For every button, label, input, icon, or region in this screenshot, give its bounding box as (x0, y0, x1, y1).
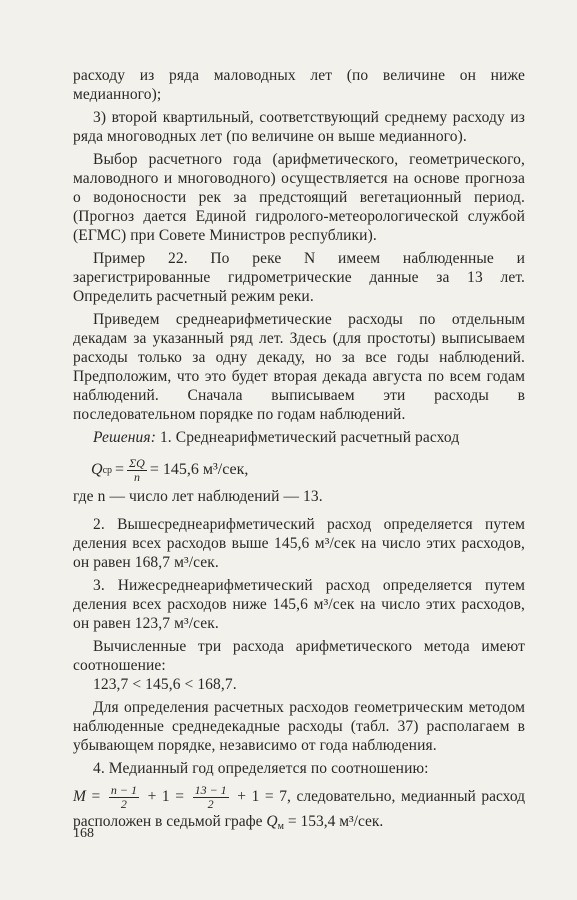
paragraph-solution (73, 428, 525, 447)
formula2-f2-numerator: 13 − 1 (194, 783, 227, 797)
formula2-fraction-1 (109, 784, 139, 811)
formula1-rhs: = 145,6 м³/сек, (149, 461, 249, 478)
solution-text: 1. Среднеарифметический расчетный расход (155, 429, 460, 446)
formula2-f1-numerator: n − 1 (110, 783, 137, 797)
paragraph-where-n: где n — число лет наблюдений — 13. (73, 488, 323, 505)
paragraph-ratio-intro: Вычисленные три расхода арифметического метода имеют соотношение: (73, 638, 525, 674)
formula2-lhs: M (73, 788, 86, 806)
formula1-lhs-sub: ср (102, 464, 113, 476)
formula2-fraction-2 (193, 784, 229, 811)
formula2-f2-denominator: 2 (207, 797, 214, 811)
formula1-lhs: Q (91, 461, 103, 478)
formula2-f1-denominator: 2 (120, 797, 127, 811)
formula2-plus-1: + 1 = (147, 788, 184, 806)
paragraph-ratio: 123,7 < 145,6 < 168,7. (93, 676, 237, 693)
formula1-numerator: ΣQ (129, 455, 145, 470)
paragraph-above-mean: 2. Вышесреднеарифметический расход определяется путем деления всех расходов выше 145,6 м³/сек на число этих расходов, он равен 168,7 м³/сек. (73, 516, 525, 571)
paragraph-discharges: Приведем среднеарифметические расходы по отдельным декадам за указанный ряд лет. Здесь (для простоты) выписываем расходы только за одну декаду, но за все годы наблюдений. Предположим, что это будет вторая декада августа по всем годам наблюдений. Сначала выписываем эти расходы в последовательном порядке по годам наблюдений. (73, 311, 525, 423)
formula1-denominator: n (133, 469, 140, 484)
formula2-eq: = (91, 788, 101, 806)
page-number: 168 (73, 826, 94, 841)
formula-mean-discharge (73, 453, 525, 487)
formula2-q: Q (266, 813, 278, 830)
paragraph-choice-of-year: Выбор расчетного года (арифметического, геометрического, маловодного и многоводного) осуществляется на основе прогноза о водоносности рек за предстоящий вегетационный период. (Прогноз дается Единой гидролого-метеорологической службой (ЕГМС) при Совете Министров республики). (73, 151, 525, 244)
paragraph-quartile: 3) второй квартильный, соответствующий среднему расходу из ряда многоводных лет (по величине он выше медианного). (73, 109, 525, 145)
solution-label: Решения: (93, 429, 156, 446)
formula1-eq: = (115, 461, 125, 478)
paragraph-below-mean: 3. Нижесреднеарифметический расход определяется путем деления всех расходов ниже 145,6 м³/сек на число этих расходов, он равен 123,7 м³/сек. (73, 577, 525, 632)
paragraph-median-year: 4. Медианный год определяется по соотношению: (93, 760, 429, 777)
paragraph-continuation: расходу из ряда маловодных лет (по величине он ниже медианного); (73, 67, 525, 103)
formula2-result: + 1 = 7, следовательно, медианный расход расположен в седьмой графе (73, 788, 526, 830)
formula1-fraction (127, 457, 147, 484)
formula-median (73, 784, 525, 838)
formula2-tail: = 153,4 м³/сек. (287, 813, 384, 830)
paragraph-geometric: Для определения расчетных расходов геометрическим методом наблюденные среднедекадные расходы (табл. 37) располагаем в убывающем порядке, независимо от года наблюдения. (73, 699, 525, 754)
formula2-q-sub: м (277, 821, 284, 832)
paragraph-example-22: Пример 22. По реке N имеем наблюденные и зарегистрированные гидрометрические данные за 13 лет. Определить расчетный режим реки. (73, 250, 525, 305)
text-column (73, 66, 525, 854)
